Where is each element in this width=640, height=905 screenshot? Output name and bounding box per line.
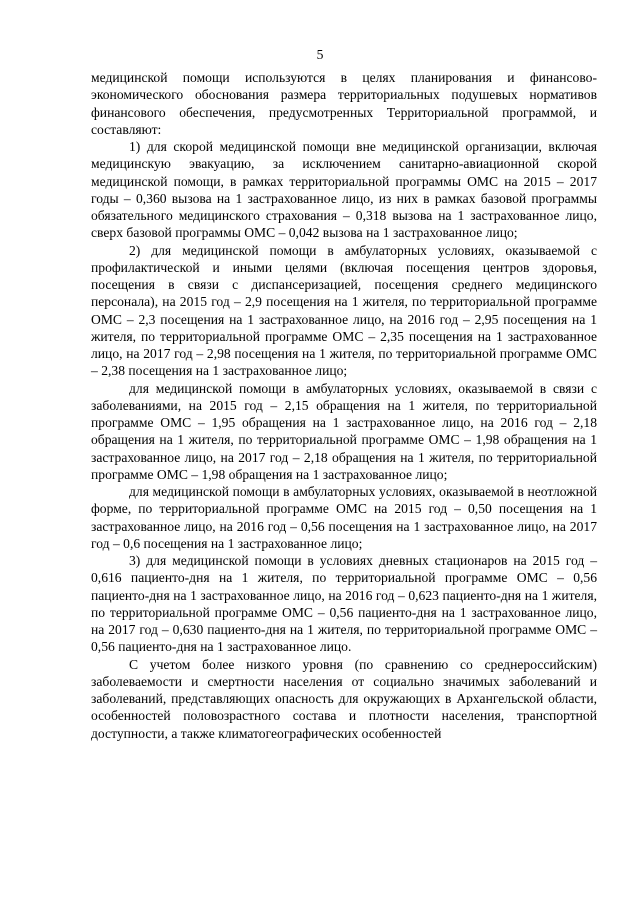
- paragraph-continuation: медицинской помощи используются в целях планирования и финансово-экономического обоснования размера территориальных подушевых нормативов финансового обеспечения, предусмотренных Территориальной программой, и составляют:: [91, 70, 597, 137]
- paragraph-outpatient-preventive: 2) для медицинской помощи в амбулаторных условиях, оказываемой с профилактической и иными целями (включая посещения центров здоровья, посещения в связи с диспансеризацией, посещения среднего медицинского персонала), на 2015 год – 2,9 посещения на 1 жителя, по территориальной программе ОМС – 2,3 посещения на 1 застрахованное лицо, на 2016 год – 2,95 посещения на 1 жителя, по территориальной программе ОМС – 2,35 посещения на 1 застрахованное лицо, на 2017 год – 2,98 посещения на 1 жителя, по территориальной программе ОМС – 2,38 посещения на 1 застрахованное лицо;: [91, 242, 597, 379]
- document-body: [91, 69, 597, 742]
- paragraph-day-hospital: 3) для медицинской помощи в условиях дневных стационаров на 2015 год – 0,616 пациенто-дня на 1 жителя, по территориальной программе ОМС – 0,56 пациенто-дня на 1 застрахованное лицо, на 2016 год – 0,623 пациенто-дня на 1 жителя, по территориальной программе ОМС – 0,56 пациенто-дня на 1 застрахованное лицо, на 2017 год – 0,630 пациенто-дня на 1 жителя, по территориальной программе ОМС – 0,56 пациенто-дня на 1 застрахованное лицо.: [91, 553, 597, 655]
- paragraph-regional-features: С учетом более низкого уровня (по сравнению со среднероссийским) заболеваемости и смертности населения от социально значимых заболеваний и заболеваний, представляющих опасность для окружающих в Архангельской области, особенностей половозрастного состава и плотности населения, транспортной доступности, а также климатогеографических особенностей: [91, 656, 597, 741]
- paragraph-emergency-care: 1) для скорой медицинской помощи вне медицинской организации, включая медицинскую эвакуацию, за исключением санитарно-авиационной скорой медицинской помощи, в рамках территориальной программы ОМС на 2015 – 2017 годы – 0,360 вызова на 1 застрахованное лицо, из них в рамках базовой программы обязательного медицинского страхования – 0,318 вызова на 1 застрахованное лицо, сверх базовой программы ОМС – 0,042 вызова на 1 застрахованное лицо;: [91, 139, 597, 241]
- paragraph-outpatient-urgent: для медицинской помощи в амбулаторных условиях, оказываемой в неотложной форме, по территориальной программе ОМС на 2015 год – 0,50 посещения на 1 застрахованное лицо, на 2016 год – 0,56 посещения на 1 застрахованное лицо, на 2017 год – 0,6 посещения на 1 застрахованное лицо;: [91, 484, 597, 551]
- paragraph-outpatient-diseases: для медицинской помощи в амбулаторных условиях, оказываемой в связи с заболеваниями, на 2015 год – 2,15 обращения на 1 жителя, по территориальной программе ОМС – 1,95 обращения на 1 застрахованное лицо, на 2016 год – 2,18 обращения на 1 жителя, по территориальной программе ОМС – 1,98 обращения на 1 застрахованное лицо, на 2017 год – 2,18 обращения на 1 жителя, по территориальной программе ОМС – 1,98 обращения на 1 застрахованное лицо;: [91, 380, 597, 482]
- page-number: 5: [316, 47, 324, 62]
